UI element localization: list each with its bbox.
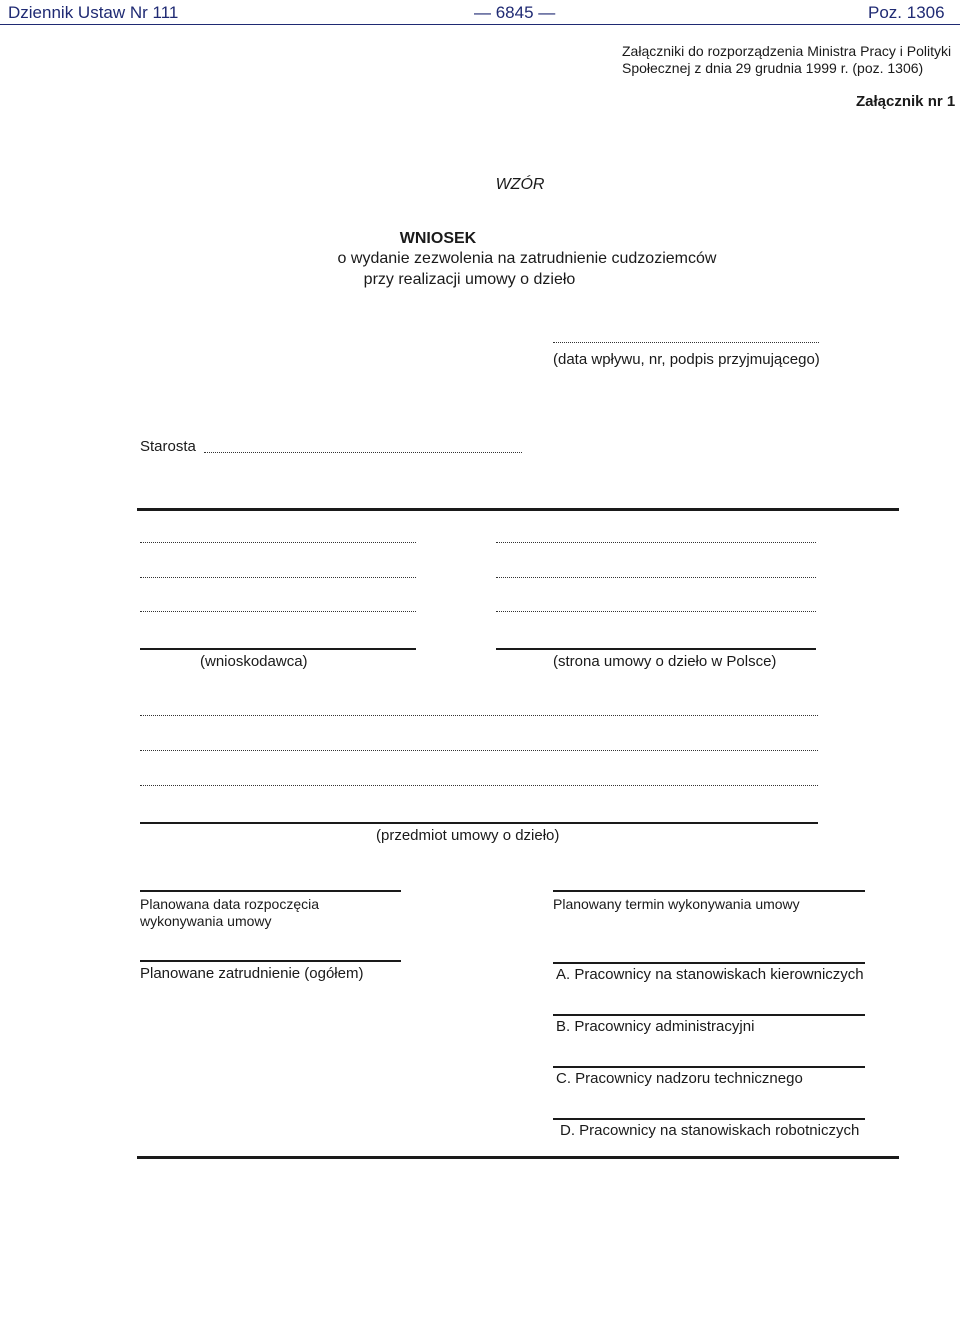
form-title: WNIOSEK <box>399 230 477 247</box>
planned-employment-rule <box>140 960 401 962</box>
applicant-field-line2[interactable] <box>140 577 416 578</box>
party-caption: (strona umowy o dzieło w Polsce) <box>553 653 777 670</box>
applicant-field-line3[interactable] <box>140 611 416 612</box>
form-subtitle-line1: o wydanie zezwolenia na zatrudnienie cudzoziemców <box>337 250 717 267</box>
subject-rule <box>140 822 818 824</box>
template-label: WZÓR <box>495 176 545 193</box>
section-separator <box>137 508 899 511</box>
page-number: — 6845 — <box>474 3 556 22</box>
planned-start-rule <box>140 890 401 892</box>
category-b-rule <box>553 1014 865 1016</box>
form-subtitle-line2: przy realizacji umowy o dzieło <box>363 271 576 288</box>
planned-start-line1: Planowana data rozpoczęcia <box>140 896 320 912</box>
party-field-line3[interactable] <box>496 611 816 612</box>
planned-employment-label: Planowane zatrudnienie (ogółem) <box>140 965 364 982</box>
category-a-label: A. Pracownicy na stanowiskach kierowniczych <box>556 966 864 983</box>
annex-note-line2: Społecznej z dnia 29 grudnia 1999 r. (poz. 1306) <box>622 60 924 76</box>
subject-field-line3[interactable] <box>140 785 818 786</box>
position-number: Poz. 1306 <box>868 3 945 22</box>
category-a-rule <box>553 962 865 964</box>
category-c-label: C. Pracownicy nadzoru technicznego <box>556 1070 803 1087</box>
category-c-rule <box>553 1066 865 1068</box>
applicant-field-line1[interactable] <box>140 542 416 543</box>
category-d-rule <box>553 1118 865 1120</box>
party-rule <box>496 648 816 650</box>
party-field-line2[interactable] <box>496 577 816 578</box>
subject-caption: (przedmiot umowy o dzieło) <box>376 827 560 844</box>
applicant-rule <box>140 648 416 650</box>
subject-field-line2[interactable] <box>140 750 818 751</box>
subject-field-line1[interactable] <box>140 715 818 716</box>
planned-term-label: Planowany termin wykonywania umowy <box>553 896 800 912</box>
receipt-field[interactable] <box>553 342 819 343</box>
category-b-label: B. Pracownicy administracyjni <box>556 1018 755 1035</box>
annex-title: Załącznik nr 1 <box>856 93 956 110</box>
applicant-caption: (wnioskodawca) <box>200 653 308 670</box>
receipt-caption: (data wpływu, nr, podpis przyjmującego) <box>553 351 820 368</box>
party-field-line1[interactable] <box>496 542 816 543</box>
bottom-separator <box>137 1156 899 1159</box>
planned-term-rule <box>553 890 865 892</box>
starosta-field[interactable] <box>204 452 522 453</box>
journal-title: Dziennik Ustaw Nr 111 <box>8 3 179 22</box>
starosta-label: Starosta <box>140 438 196 455</box>
category-d-label: D. Pracownicy na stanowiskach robotniczych <box>560 1122 860 1139</box>
header-rule <box>0 24 960 25</box>
annex-note-line1: Załączniki do rozporządzenia Ministra Pracy i Polityki <box>622 43 952 59</box>
planned-start-line2: wykonywania umowy <box>140 913 272 929</box>
